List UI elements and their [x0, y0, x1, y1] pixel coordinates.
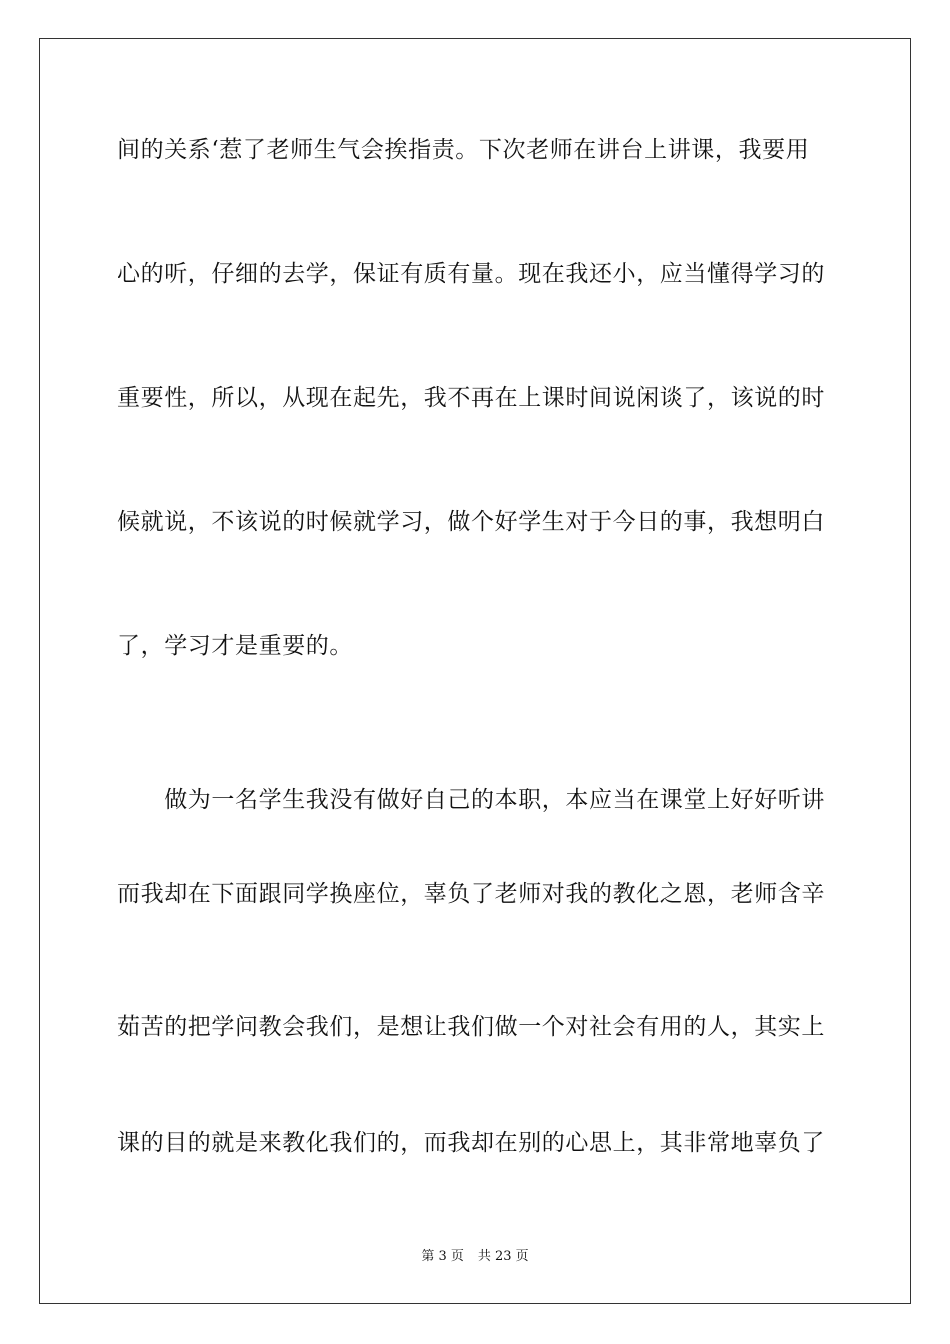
text-line: 重要性，所以，从现在起先，我不再在上课时间说闲谈了，该说的时	[117, 385, 825, 411]
page-border	[39, 38, 911, 1304]
text-line: 间的关系‘惹了老师生气会挨指责。下次老师在讲台上讲课，我要用	[117, 137, 810, 163]
page-footer	[0, 1248, 950, 1266]
text-line: 做为一名学生我没有做好自己的本职，本应当在课堂上好好听讲	[117, 787, 825, 813]
text-line: 课的目的就是来教化我们的，而我却在别的心思上，其非常地辜负了	[117, 1130, 825, 1156]
text-line: 而我却在下面跟同学换座位，辜负了老师对我的教化之恩，老师含辛	[117, 881, 825, 907]
page-number: 第 3 页	[421, 1249, 464, 1264]
text-line: 茹苦的把学问教会我们，是想让我们做一个对社会有用的人，其实上	[117, 1014, 825, 1040]
text-line: 心的听，仔细的去学，保证有质有量。现在我还小，应当懂得学习的	[117, 261, 825, 287]
text-line: 了，学习才是重要的。	[117, 633, 353, 659]
page-total: 共 23 页	[477, 1249, 529, 1264]
text-line: 候就说，不该说的时候就学习，做个好学生对于今日的事，我想明白	[117, 509, 825, 535]
